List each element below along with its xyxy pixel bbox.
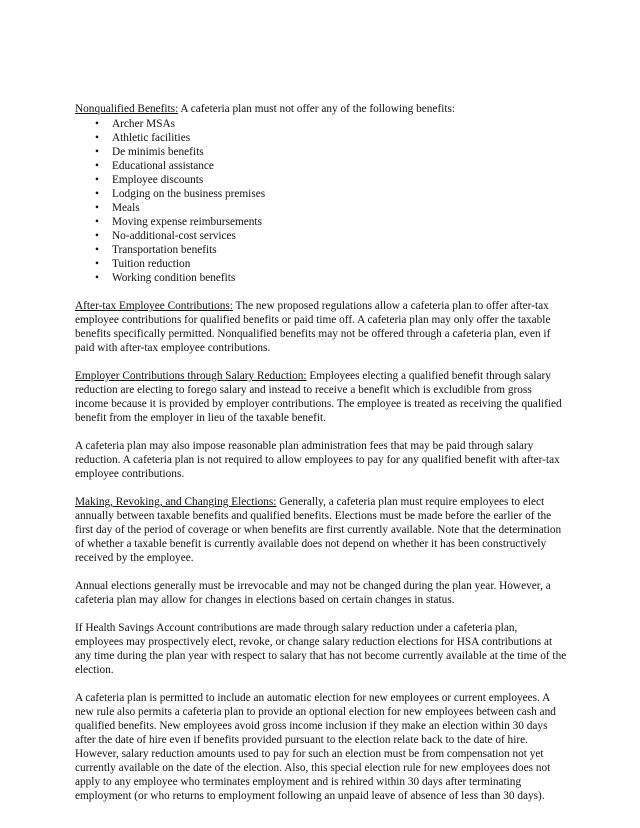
list-item: • Employee discounts	[95, 174, 204, 186]
bullet-icon: •	[95, 258, 99, 270]
bullet-icon: •	[95, 118, 99, 130]
admin-fees-paragraph: A cafeteria plan may also impose reasonable plan administration fees that may be paid through salary reduction. A cafeteria plan is not required to allow employees to pay for any qualified benefit with after-tax employee contributions.	[75, 440, 560, 480]
elections-paragraph: Making, Revoking, and Changing Elections: Generally, a cafeteria plan must require employees to elect annually between taxable benefits and qualified benefits. Elections must be made before the earlier of the first day of the period of coverage or when benefits are first currently available. Note that the determination of whether a taxable benefit is currently available does not depend on whether it has been constructively received by the employee.	[75, 496, 562, 564]
list-item: • Transportation benefits	[95, 244, 217, 256]
list-item: • Lodging on the business premises	[95, 188, 266, 200]
list-item: • Tuition reduction	[95, 258, 191, 270]
bullet-icon: •	[95, 230, 99, 242]
annual-elections-paragraph: Annual elections generally must be irrevocable and may not be changed during the plan year. However, a cafeteria plan may allow for changes in elections based on certain changes in status.	[75, 580, 551, 606]
bullet-icon: •	[95, 188, 99, 200]
automatic-election-paragraph: A cafeteria plan is permitted to include an automatic election for new employees or current employees. A new rule also permits a cafeteria plan to provide an optional election for new employees between cash and qualified benefits. New employees avoid gross income inclusion if they make an election within 30 days after the date of hire even if benefits provided pursuant to the election relate back to the date of hire. However, salary reduction amounts used to pay for such an election must be from compensation not yet currently available on the date of the election. Also, this special election rule for new employees does not apply to any employee who terminates employment and is rehired within 30 days after terminating employment (or who returns to employment following an unpaid leave of absence of less than 30 days).	[75, 692, 556, 802]
list-item: • Meals	[95, 202, 140, 214]
after-tax-heading: After-tax Employee Contributions:	[75, 300, 233, 312]
elections-heading: Making, Revoking, and Changing Elections:	[75, 496, 277, 508]
list-item: • Archer MSAs	[95, 118, 176, 130]
bullet-icon: •	[95, 216, 99, 228]
list-item: • De minimis benefits	[95, 146, 204, 158]
nonqualified-heading: Nonqualified Benefits:	[75, 103, 179, 115]
bullet-icon: •	[95, 174, 99, 186]
bullet-icon: •	[95, 202, 99, 214]
bullet-icon: •	[95, 146, 99, 158]
list-item: • No-additional-cost services	[95, 230, 236, 242]
bullet-icon: •	[95, 160, 99, 172]
bullet-icon: •	[95, 272, 99, 284]
list-item: • Athletic facilities	[95, 132, 191, 144]
employer-contributions-paragraph: Employer Contributions through Salary Reduction: Employees electing a qualified benefit through salary reduction are electing to forego salary and instead to receive a benefit which is excludible from gross income because it is provided by employer contributions. The employee is treated as receiving the qualified benefit from the employer in lieu of the taxable benefit.	[75, 370, 562, 424]
nonqualified-intro: Nonqualified Benefits: A cafeteria plan must not offer any of the following benefits:	[75, 103, 456, 115]
list-item: • Moving expense reimbursements	[95, 216, 262, 228]
document-page	[75, 102, 567, 803]
nonqualified-benefits-list	[75, 117, 567, 285]
employer-contributions-heading: Employer Contributions through Salary Reduction:	[75, 370, 307, 382]
bullet-icon: •	[95, 244, 99, 256]
after-tax-paragraph: After-tax Employee Contributions: The new proposed regulations allow a cafeteria plan to offer after-tax employee contributions for qualified benefits or paid time off. A cafeteria plan may only offer the taxable benefits specifically permitted. Nonqualified benefits may not be offered through a cafeteria plan, even if paid with after-tax employee contributions.	[75, 300, 551, 354]
list-item: • Educational assistance	[95, 160, 214, 172]
hsa-paragraph: If Health Savings Account contributions are made through salary reduction under a cafeteria plan, employees may prospectively elect, revoke, or change salary reduction elections for HSA contributions at any time during the plan year with respect to salary that has not become currently available at the time of the election.	[75, 622, 567, 676]
list-item: • Working condition benefits	[95, 272, 236, 284]
bullet-icon: •	[95, 132, 99, 144]
